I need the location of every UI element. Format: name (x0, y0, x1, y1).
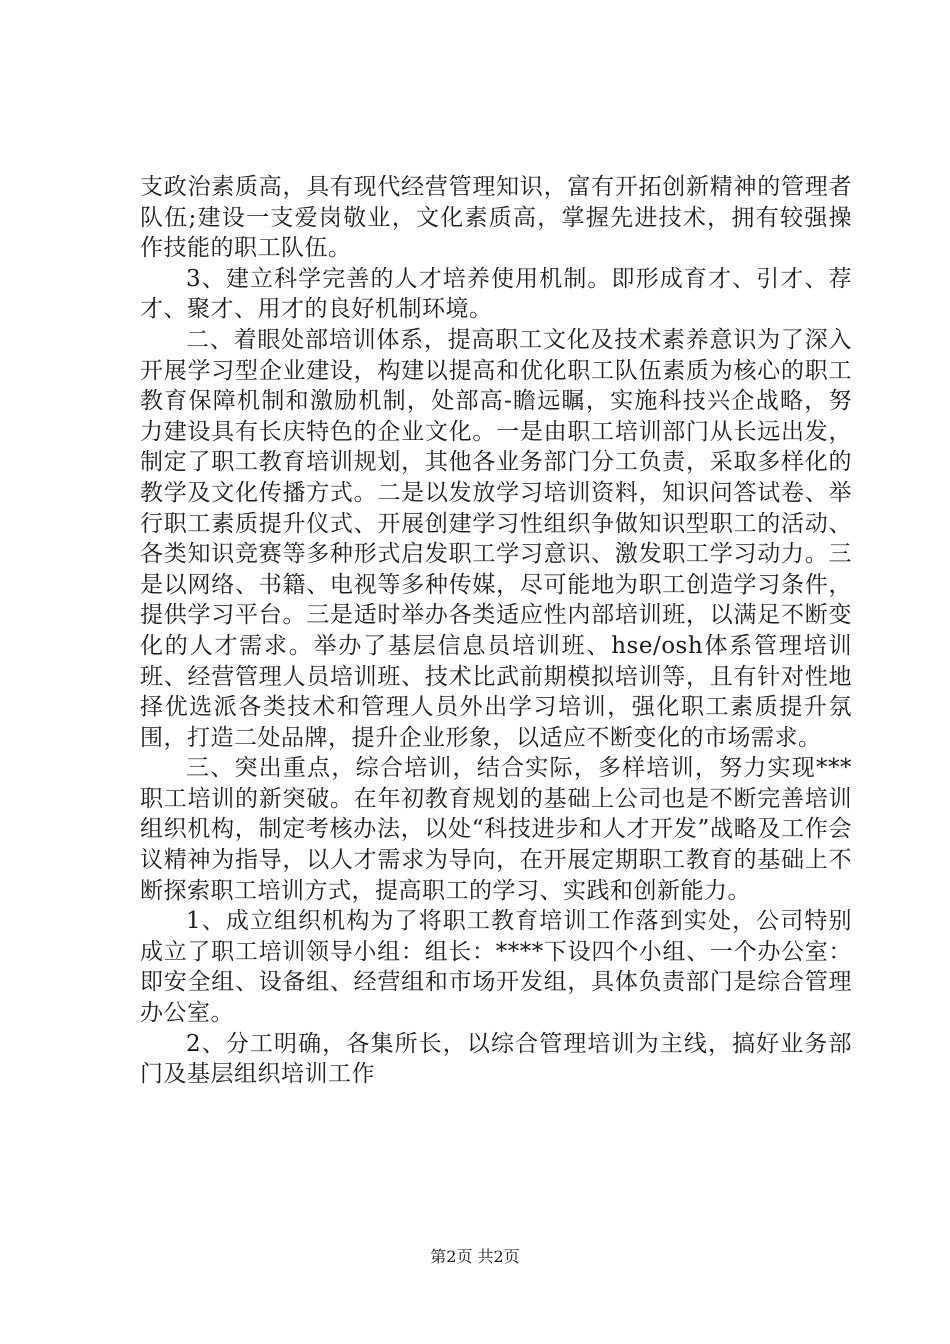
paragraph-section-3: 三、突出重点，综合培训，结合实际，多样培训，努力实现***职工培训的新突破。在年初教育规划的基础上公司也是不断完善培训组织机构，制定考核办法，以处“科技进步和人才开发”战略及工作会议精神为指导，以人才需求为导向，在开展定期职工教育的基础上不断探索职工培训方式，提高职工的学习、实践和创新能力。 (140, 755, 852, 904)
paragraph-point-2: 2、分工明确，各集所长，以综合管理培训为主线，搞好业务部门及基层组织培训工作 (140, 1030, 852, 1088)
paragraph-section-2: 二、着眼处部培训体系，提高职工文化及技术素养意识为了深入开展学习型企业建设，构建以提高和优化职工队伍素质为核心的职工教育保障机制和激励机制，处部高-瞻远瞩，实施科技兴企战略，努力建设具有长庆特色的企业文化。一是由职工培训部门从长远出发，制定了职工教育培训规划，其他各业务部门分工负责，采取多样化的教学及文化传播方式。二是以发放学习培训资料，知识问答试卷、举行职工素质提升仪式、开展创建学习性组织争做知识型职工的活动、各类知识竞赛等多种形式启发职工学习意识、激发职工学习动力。三是以网络、书籍、电视等多种传媒，尽可能地为职工创造学习条件，提供学习平台。三是适时举办各类适应性内部培训班，以满足不断变化的人才需求。举办了基层信息员培训班、hse/osh体系管理培训班、经营管理人员培训班、技术比武前期模拟培训等，且有针对性地择优选派各类技术和管理人员外出学习培训，强化职工素质提升氛围，打造二处品牌，提升企业形象，以适应不断变化的市场需求。 (140, 326, 852, 751)
paragraph-point-1: 1、成立组织机构为了将职工教育培训工作落到实处，公司特别成立了职工培训领导小组：组长：****下设四个小组、一个办公室：即安全组、设备组、经营组和市场开发组，具体负责部门是综合管理办公室。 (140, 908, 852, 1027)
paragraph-continuation: 支政治素质高，具有现代经营管理知识，富有开拓创新精神的管理者队伍;建设一支爱岗敬业，文化素质高，掌握先进技术，拥有较强操作技能的职工队伍。 (140, 174, 852, 262)
document-body (140, 172, 852, 1090)
page-number-footer: 第2页 共2页 (430, 1247, 520, 1266)
paragraph-point-3: 3、建立科学完善的人才培养使用机制。即形成育才、引才、荐才、聚才、用才的良好机制环境。 (140, 265, 852, 323)
